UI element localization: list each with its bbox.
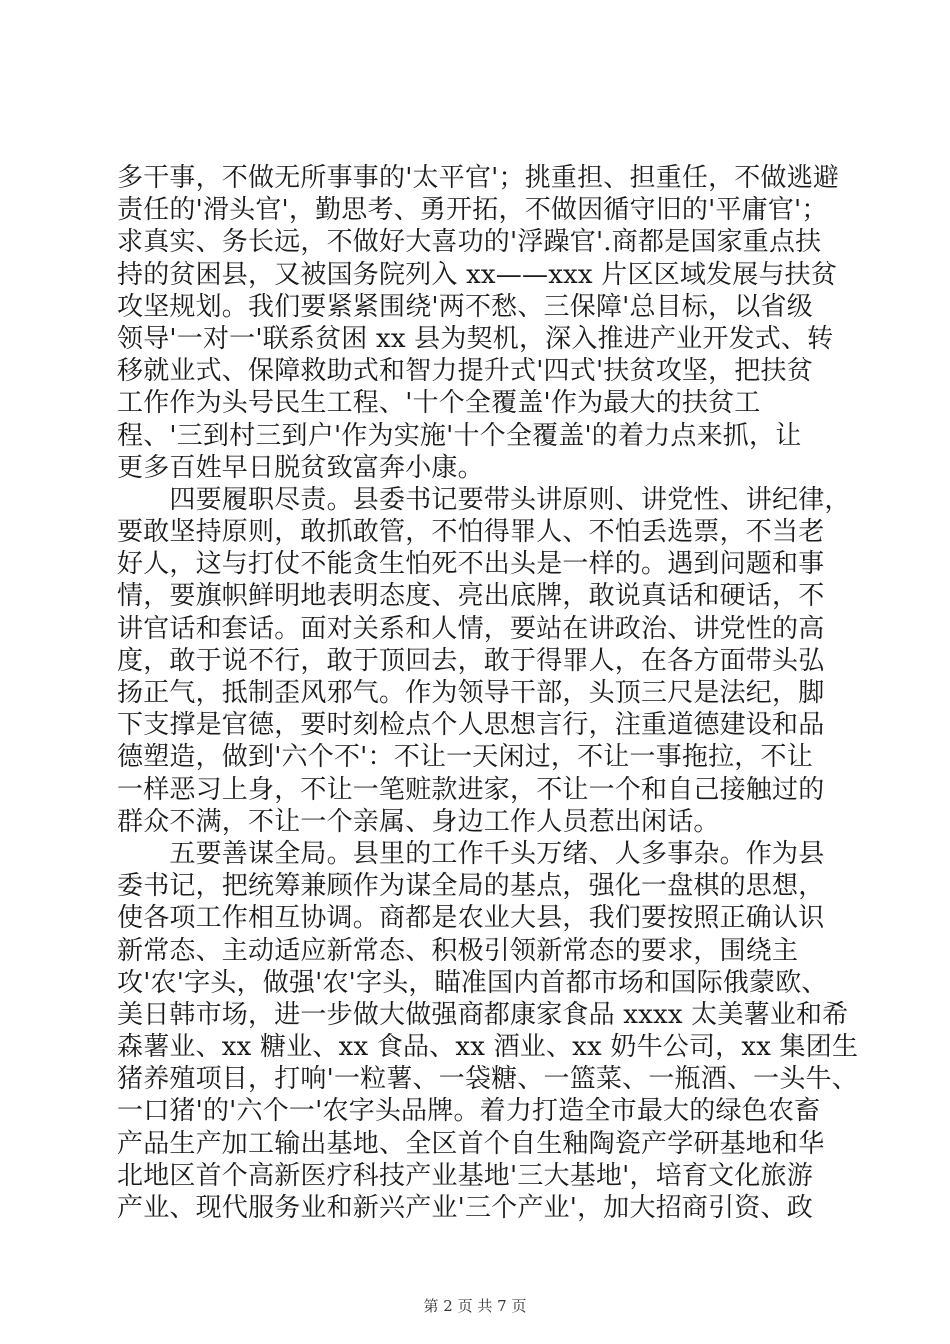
text-line: 移就业式、保障救助式和智力提升式'四式'扶贫攻坚，把扶贫 bbox=[117, 356, 813, 387]
text-line: 产品生产加工输出基地、全区首个自生釉陶瓷产学研基地和华 bbox=[117, 1128, 825, 1159]
text-line: 五要善谋全局。县里的工作千头万绪、人多事杂。作为县 bbox=[117, 838, 825, 869]
text-line: 要敢坚持原则，敢抓敢管，不怕得罪人、不怕丢选票，不当老 bbox=[117, 517, 825, 548]
text-line: 度，敢于说不行，敢于顶回去，敢于得罪人，在各方面带头弘 bbox=[117, 645, 825, 676]
text-line: 美日韩市场，进一步做大做强商都康家食品 xxxx 太美薯业和希 bbox=[117, 999, 849, 1030]
text-line: 北地区首个高新医疗科技产业基地'三大基地'，培育文化旅游 bbox=[117, 1160, 813, 1191]
text-line: 一口猪'的'六个一'农字头品牌。着力打造全市最大的绿色农畜 bbox=[117, 1096, 821, 1127]
text-line: 求真实、务长远，不做好大喜功的'浮躁官'.商都是国家重点扶 bbox=[117, 227, 822, 258]
page-number-footer: 第 2 页 共 7 页 bbox=[423, 1297, 527, 1315]
text-line: 工作作为头号民生工程、'十个全覆盖'作为最大的扶贫工 bbox=[117, 388, 761, 419]
text-line: 责任的'滑头官'，勤思考、勇开拓，不做因循守旧的'平庸官'； bbox=[117, 195, 828, 226]
text-line: 产业、现代服务业和新兴产业'三个产业'，加大招商引资、政 bbox=[117, 1193, 813, 1223]
body-text bbox=[117, 162, 857, 1224]
text-line: 猪养殖项目，打响'一粒薯、一袋糖、一篮菜、一瓶酒、一头牛、 bbox=[117, 1064, 858, 1095]
text-line: 群众不满，不让一个亲属、身边工作人员惹出闲话。 bbox=[117, 806, 720, 837]
text-line: 更多百姓早日脱贫致富奔小康。 bbox=[117, 452, 484, 483]
text-line: 讲官话和套话。面对关系和人情，要站在讲政治、讲党性的高 bbox=[117, 613, 825, 644]
text-line: 领导'一对一'联系贫困 xx 县为契机，深入推进产业开发式、转 bbox=[117, 323, 834, 354]
text-line: 使各项工作相互协调。商都是农业大县，我们要按照正确认识 bbox=[117, 903, 825, 934]
text-line: 委书记，把统筹兼顾作为谋全局的基点，强化一盘棋的思想， bbox=[117, 871, 825, 902]
text-line: 攻'农'字头，做强'农'字头，瞄准国内首都市场和国际俄蒙欧、 bbox=[117, 967, 828, 998]
text-line: 森薯业、xx 糖业、xx 食品、xx 酒业、xx 奶牛公司，xx 集团生 bbox=[117, 1032, 859, 1063]
text-line: 好人，这与打仗不能贪生怕死不出头是一样的。遇到问题和事 bbox=[117, 549, 825, 580]
text-line: 德塑造，做到'六个不'：不让一天闲过，不让一事拖拉，不让 bbox=[117, 742, 813, 773]
text-line: 下支撑是官德，要时刻检点个人思想言行，注重道德建设和品 bbox=[117, 710, 825, 741]
text-line: 情，要旗帜鲜明地表明态度、亮出底牌，敢说真话和硬话，不 bbox=[117, 581, 825, 612]
text-line: 程、'三到村三到户'作为实施'十个全覆盖'的着力点来抓，让 bbox=[117, 420, 802, 451]
text-line: 攻坚规划。我们要紧紧围绕'两不愁、三保障'总目标，以省级 bbox=[117, 291, 813, 322]
text-line: 一样恶习上身，不让一笔赃款进家，不让一个和自己接触过的 bbox=[117, 774, 825, 805]
text-line: 持的贫困县，又被国务院列入 xx——xxx 片区区域发展与扶贫 bbox=[117, 259, 838, 290]
text-line: 四要履职尽责。县委书记要带头讲原则、讲党性、讲纪律， bbox=[117, 484, 851, 515]
text-line: 新常态、主动适应新常态、积极引领新常态的要求，围绕主 bbox=[117, 935, 799, 966]
text-line: 多干事，不做无所事事的'太平官'；挑重担、担重任，不做逃避 bbox=[117, 163, 840, 193]
text-line: 扬正气，抵制歪风邪气。作为领导干部，头顶三尺是法纪，脚 bbox=[117, 678, 825, 708]
